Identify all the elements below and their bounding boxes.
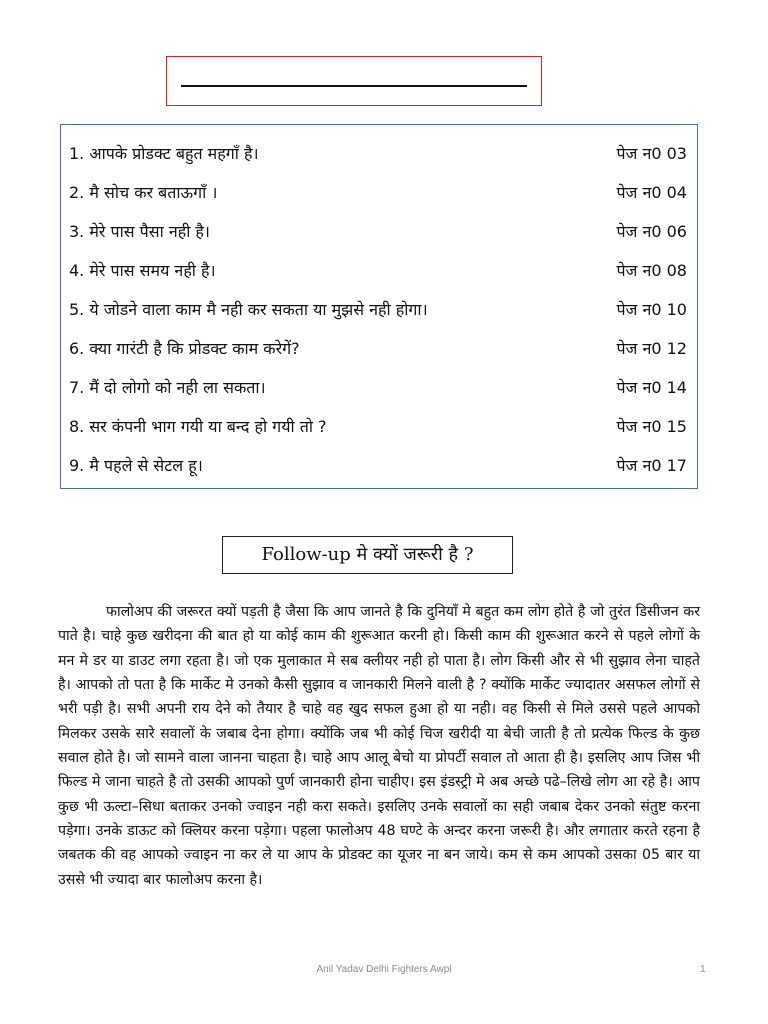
toc-item[interactable] — [69, 295, 687, 325]
page-number: 1 — [700, 964, 706, 975]
toc-item-text: 4. मेरे पास समय नही है। — [69, 261, 216, 280]
section-heading: Follow-up मे क्यों जरूरी है ? — [222, 536, 513, 574]
body-paragraph: फालोअप की जरूरत क्यों पड़ती है जैसा कि आप जानते है कि दुनियाँ मे बहुत कम लोग होते है जो तुरंत डिसीजन कर पाते है। चाहे कुछ खरीदना की बात हो या कोई काम की शुरूआत करनी हो। किसी काम की शुरूआत करने से पहले लोगों के मन मे डर या डाउट लगा रहता है। जो एक मुलाकात मे सब क्लीयर नही हो पाता है। लोग किसी और से भी सुझाव लेना चाहते है। आपको तो पता है कि मार्केट मे उनको कैसी सुझाव व जानकारी मिलने वाली है ? क्योंकि मार्केट ज्यादातर असफल लोगों से भरी पड़ी है। सभी अपनी राय देने को तैयार है चाहे वह खुद सफल हुआ हो या नही। वह किसी से मिले उससे पहले आपको मिलकर उसके सारे सवालों के जबाब देना होगा। क्योंकि जब भी कोई चिज खरीदी या बेची जाती है तो प्रत्येक फिल्ड के कुछ सवाल होते है। जो सामने वाला जानना चाहता है। चाहे आप आलू बेचो या प्रोपर्टी सवाल तो आता ही है। इसलिए आप जिस भी फिल्ड मे जाना चाहते है तो उसकी आपको पुर्ण जानकारी होना चाहीए। इस इंडस्ट्री मे अब अच्छे पढे–लिखे लोग आ रहे है। आप कुछ भी ऊल्टा–सिधा बताकर उनको ज्वाइन नही करा सकते। इसलिए उनके सवालों का सही जबाब देकर उनको संतुष्ट करना पड़ेगा। उनके डाऊट को क्लियर करना पड़ेगा। पहला फालोअप 48 घण्टे के अन्दर करना जरूरी है। और लगातार करते रहना है जबतक की वह आपको ज्वाइन ना कर ले या आप के प्रोडक्ट का यूजर ना बन जाये। कम से कम आपको उसका 05 बार या उससे भी ज्यादा बार फालोअप करना है। — [58, 604, 700, 888]
toc-item-text: 7. मैं दो लोगो को नही ला सकता। — [69, 378, 266, 397]
toc-item[interactable] — [69, 373, 687, 403]
toc-item-page: पेज न0 17 — [616, 456, 687, 475]
toc-item[interactable] — [69, 139, 687, 169]
table-of-contents — [60, 124, 698, 489]
toc-item-text: 3. मेरे पास पैसा नही है। — [69, 222, 210, 241]
toc-item-text: 5. ये जोडने वाला काम मै नही कर सकता या मुझसे नही होगा। — [69, 300, 428, 319]
title-underline — [181, 85, 527, 87]
footer-author: Anil Yadav Delhi Fighters Awpl — [316, 964, 452, 975]
toc-item[interactable] — [69, 217, 687, 247]
toc-item[interactable] — [69, 451, 687, 481]
toc-item-text: 8. सर कंपनी भाग गयी या बन्द हो गयी तो ? — [69, 417, 327, 436]
toc-item-page: पेज न0 14 — [616, 378, 687, 397]
toc-item-page: पेज न0 06 — [616, 222, 687, 241]
toc-item[interactable] — [69, 178, 687, 208]
toc-item[interactable] — [69, 412, 687, 442]
toc-item-text: 6. क्या गारंटी है कि प्रोडक्ट काम करेगें? — [69, 339, 300, 358]
toc-item-page: पेज न0 03 — [616, 144, 687, 163]
toc-item-text: 9. मै पहले से सेटल हू। — [69, 456, 203, 475]
toc-item-page: पेज न0 10 — [616, 300, 687, 319]
toc-item-page: पेज न0 15 — [616, 417, 687, 436]
toc-item-page: पेज न0 08 — [616, 261, 687, 280]
toc-item-page: पेज न0 12 — [616, 339, 687, 358]
toc-item[interactable] — [69, 256, 687, 286]
title-box — [166, 56, 542, 106]
toc-item-page: पेज न0 04 — [616, 183, 687, 202]
toc-item[interactable] — [69, 334, 687, 364]
toc-item-text: 2. मै सोच कर बताऊगाँ । — [69, 183, 218, 202]
toc-item-text: 1. आपके प्रोडक्ट बहुत महगाँ है। — [69, 144, 259, 163]
